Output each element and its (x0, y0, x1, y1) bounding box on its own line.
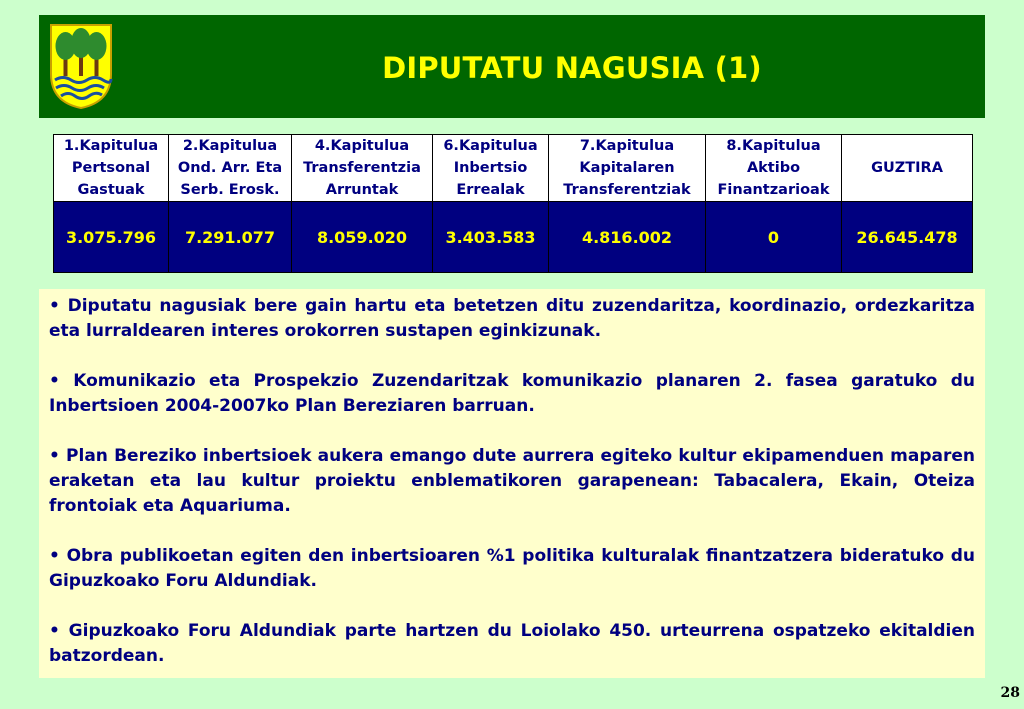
header-chapter-7: 7.Kapitulua Kapitalaren Transferentziak (549, 135, 706, 202)
gipuzkoa-coat-of-arms-icon (48, 22, 114, 110)
value-chapter-6: 3.403.583 (433, 202, 549, 273)
header-total: GUZTIRA (842, 135, 973, 202)
bullet-item: • Diputatu nagusiak bere gain hartu eta betetzen ditu zuzendaritza, koordinazio, ordezkaritza eta lurraldearen interes orokorren sustapen eginkizunak. (49, 296, 975, 341)
description-box (39, 289, 985, 678)
header-chapter-4: 4.Kapitulua Transferentzia Arruntak (292, 135, 433, 202)
value-chapter-1: 3.075.796 (54, 202, 169, 273)
value-total: 26.645.478 (842, 202, 973, 273)
header-chapter-1: 1.Kapitulua Pertsonal Gastuak (54, 135, 169, 202)
value-chapter-7: 4.816.002 (549, 202, 706, 273)
value-chapter-2: 7.291.077 (169, 202, 292, 273)
bullet-item: • Plan Bereziko inbertsioek aukera emango dute aurrera egiteko kultur ekipamenduen maparen eraketan eta lau kultur proiektu enblematikoren garapenean: Tabacalera, Ekain, Oteiza frontoiak eta Aquariuma. (49, 446, 975, 516)
table-header-row (54, 135, 973, 202)
header-banner (39, 15, 985, 118)
header-chapter-6: 6.Kapitulua Inbertsio Errealak (433, 135, 549, 202)
bullet-item: • Obra publikoetan egiten den inbertsioaren %1 politika kulturalak finantzatzera bideratuko du Gipuzkoako Foru Aldundiak. (49, 546, 975, 591)
bullet-item: • Komunikazio eta Prospekzio Zuzendaritzak komunikazio planaren 2. fasea garatuko du Inbertsioen 2004-2007ko Plan Bereziaren barruan. (49, 371, 975, 416)
bullet-item: • Gipuzkoako Foru Aldundiak parte hartzen du Loiolako 450. urteurrena ospatzeko ekitaldien batzordean. (49, 621, 975, 666)
table-values-row (54, 202, 973, 273)
page-number: 28 (1000, 685, 1020, 701)
page-title: DIPUTATU NAGUSIA (1) (382, 51, 762, 85)
header-chapter-2: 2.Kapitulua Ond. Arr. Eta Serb. Erosk. (169, 135, 292, 202)
budget-table (53, 134, 973, 273)
value-chapter-8: 0 (706, 202, 842, 273)
value-chapter-4: 8.059.020 (292, 202, 433, 273)
header-chapter-8: 8.Kapitulua Aktibo Finantzarioak (706, 135, 842, 202)
